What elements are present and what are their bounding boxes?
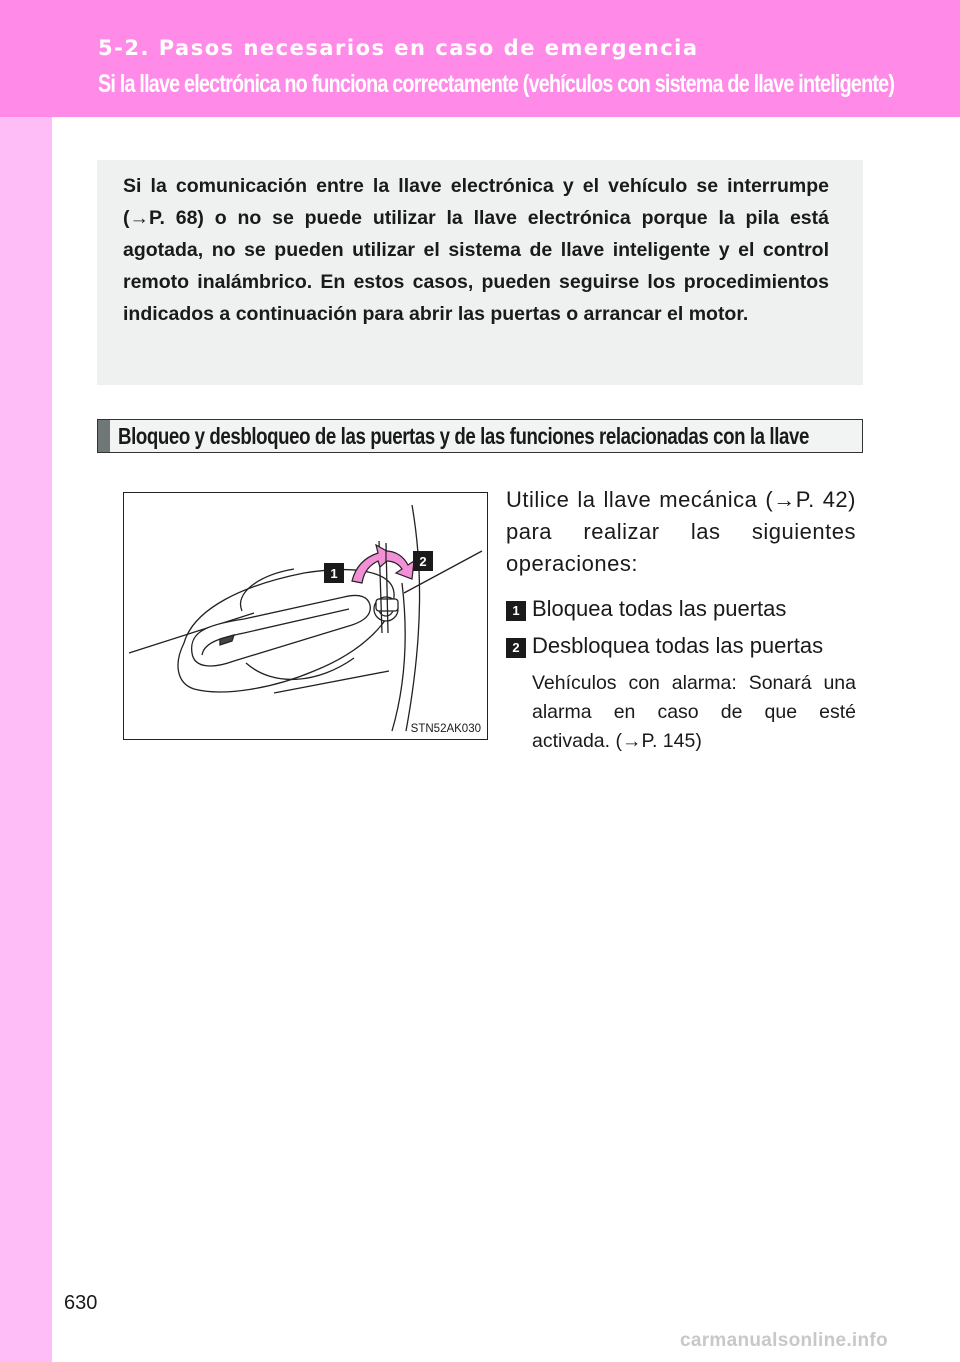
step-number-2: 2 bbox=[506, 638, 526, 658]
subsection-header bbox=[97, 419, 863, 453]
door-handle-illustration bbox=[124, 493, 487, 739]
body-paragraph: Utilice la llave mecánica (→P. 42) para realizar las siguientes operaciones: bbox=[506, 487, 856, 576]
side-band bbox=[0, 0, 52, 1362]
door-edge bbox=[406, 505, 420, 731]
step-text-2: Desbloquea todas las puertas bbox=[532, 633, 824, 658]
page-heading: Si la llave electrónica no funciona correctamente (vehículos con sistema de llave inteligente) bbox=[98, 70, 895, 98]
figure-code: STN52AK030 bbox=[410, 723, 481, 735]
handle-grip bbox=[192, 595, 371, 666]
step-2 bbox=[506, 633, 866, 663]
body-line-lower bbox=[274, 671, 389, 693]
header-band bbox=[0, 0, 960, 117]
section-label: 5-2. Pasos necesarios en caso de emergencia bbox=[98, 36, 699, 60]
callout-1: 1 bbox=[330, 566, 338, 581]
alarm-note: Vehículos con alarma: Sonará una alarma en caso de que esté activada. (→P. 145) bbox=[532, 672, 856, 752]
intro-box bbox=[97, 160, 863, 385]
page-number: 630 bbox=[64, 1292, 98, 1314]
intro-text: Si la comunicación entre la llave electrónica y el vehículo se interrumpe (→P. 68) o no se puede utilizar la llave electrónica porque la pila está agotada, no se pueden utilizar el sistema de llave inteligente y el control remoto inalámbrico. En estos casos, pueden seguirse los procedimientos indicados a continuación para abrir las puertas o arrancar el motor. bbox=[123, 175, 829, 325]
recess-curve bbox=[241, 569, 294, 611]
watermark: carmanualsonline.info bbox=[680, 1330, 888, 1351]
callout-2: 2 bbox=[419, 554, 427, 569]
subsection-marker bbox=[98, 420, 110, 452]
step-text-1: Bloquea todas las puertas bbox=[532, 596, 787, 621]
door-handle-figure bbox=[123, 492, 488, 740]
arrow-unlock-icon bbox=[386, 551, 414, 579]
step-number-1: 1 bbox=[506, 601, 526, 621]
step-1 bbox=[506, 596, 866, 626]
subsection-title: Bloqueo y desbloqueo de las puertas y de las funciones relacionadas con la llave bbox=[118, 423, 809, 449]
